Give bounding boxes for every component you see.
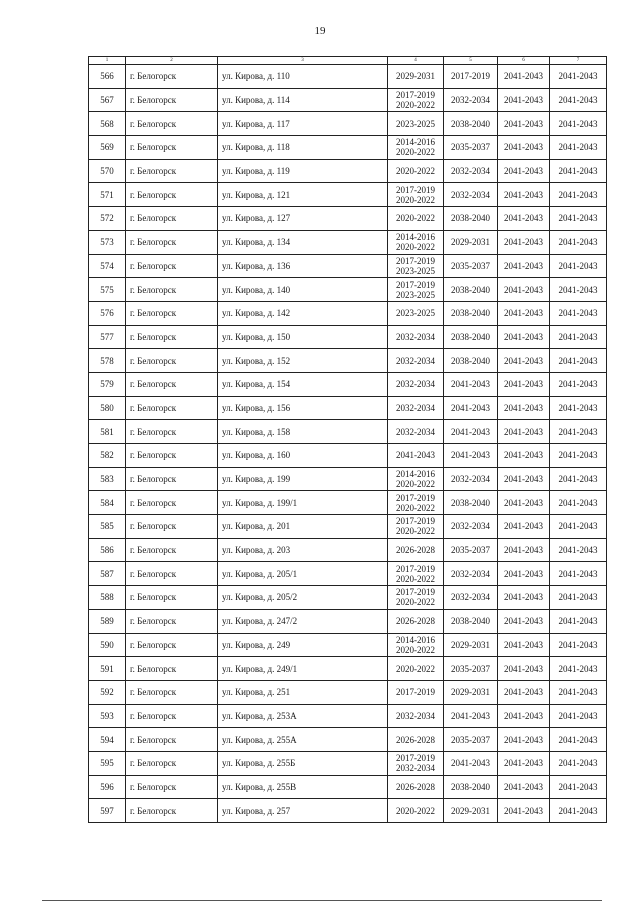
period-col5-cell: 2032-2034 (444, 586, 498, 610)
city-cell: г. Белогорск (126, 562, 218, 586)
address-cell: ул. Кирова, д. 110 (218, 65, 388, 89)
table-row (89, 230, 607, 254)
period-col4-cell (388, 586, 444, 610)
period-col6-cell: 2041-2043 (498, 88, 550, 112)
period-col6-cell: 2041-2043 (498, 278, 550, 302)
period-col4-cell: 2020-2022 (388, 657, 444, 681)
period-col6-cell: 2041-2043 (498, 562, 550, 586)
row-number-cell: 566 (89, 65, 126, 89)
period-col4-cell: 2026-2028 (388, 775, 444, 799)
period-col4-cell: 2023-2025 (388, 112, 444, 136)
city-cell: г. Белогорск (126, 775, 218, 799)
period-line: 2014-2016 (396, 137, 435, 148)
period-line: 2017-2019 (396, 563, 435, 574)
period-line: 2020-2022 (396, 526, 435, 537)
period-col5-cell: 2041-2043 (444, 396, 498, 420)
period-line: 2014-2016 (396, 469, 435, 480)
table-row (89, 633, 607, 657)
table-row (89, 207, 607, 231)
address-cell: ул. Кирова, д. 255А (218, 728, 388, 752)
period-col5-cell: 2029-2031 (444, 680, 498, 704)
row-number-cell: 593 (89, 704, 126, 728)
period-col5-cell: 2032-2034 (444, 515, 498, 539)
row-number-cell: 581 (89, 420, 126, 444)
period-col4-cell (388, 254, 444, 278)
period-col6-cell: 2041-2043 (498, 420, 550, 444)
period-col4-cell (388, 491, 444, 515)
period-col4-cell (388, 183, 444, 207)
row-number-cell: 577 (89, 325, 126, 349)
period-col5-cell: 2041-2043 (444, 420, 498, 444)
city-cell: г. Белогорск (126, 349, 218, 373)
period-col4-cell: 2020-2022 (388, 159, 444, 183)
period-col7-cell: 2041-2043 (550, 751, 607, 775)
row-number-cell: 594 (89, 728, 126, 752)
address-cell: ул. Кирова, д. 199 (218, 467, 388, 491)
table-body (89, 65, 607, 823)
city-cell: г. Белогорск (126, 183, 218, 207)
period-col5-cell: 2041-2043 (444, 751, 498, 775)
period-col4-cell: 2020-2022 (388, 799, 444, 823)
table-row (89, 325, 607, 349)
period-col7-cell: 2041-2043 (550, 775, 607, 799)
period-col4-cell: 2026-2028 (388, 728, 444, 752)
city-cell: г. Белогорск (126, 136, 218, 160)
period-line: 2014-2016 (396, 634, 435, 645)
address-cell: ул. Кирова, д. 136 (218, 254, 388, 278)
address-cell: ул. Кирова, д. 203 (218, 538, 388, 562)
address-cell: ул. Кирова, д. 152 (218, 349, 388, 373)
row-number-cell: 570 (89, 159, 126, 183)
address-cell: ул. Кирова, д. 257 (218, 799, 388, 823)
column-number: 4 (388, 57, 444, 65)
table-row (89, 609, 607, 633)
table-row (89, 467, 607, 491)
period-col5-cell: 2038-2040 (444, 278, 498, 302)
period-col6-cell: 2041-2043 (498, 349, 550, 373)
period-col5-cell: 2038-2040 (444, 325, 498, 349)
period-col5-cell: 2035-2037 (444, 136, 498, 160)
period-col7-cell: 2041-2043 (550, 372, 607, 396)
column-number: 1 (89, 57, 126, 65)
period-col7-cell: 2041-2043 (550, 728, 607, 752)
period-line: 2017-2019 (396, 279, 435, 290)
row-number-cell: 583 (89, 467, 126, 491)
period-line: 2032-2034 (396, 763, 435, 774)
row-number-cell: 580 (89, 396, 126, 420)
period-col6-cell: 2041-2043 (498, 325, 550, 349)
period-line: 2020-2022 (396, 147, 435, 158)
period-col7-cell: 2041-2043 (550, 680, 607, 704)
address-cell: ул. Кирова, д. 247/2 (218, 609, 388, 633)
period-col4-cell: 2026-2028 (388, 609, 444, 633)
period-line: 2017-2019 (396, 255, 435, 266)
city-cell: г. Белогорск (126, 112, 218, 136)
period-col7-cell: 2041-2043 (550, 657, 607, 681)
table-row (89, 65, 607, 89)
period-col4-cell: 2032-2034 (388, 372, 444, 396)
period-col7-cell: 2041-2043 (550, 207, 607, 231)
city-cell: г. Белогорск (126, 467, 218, 491)
period-col7-cell: 2041-2043 (550, 396, 607, 420)
period-col5-cell: 2017-2019 (444, 65, 498, 89)
table-row (89, 372, 607, 396)
address-cell: ул. Кирова, д. 118 (218, 136, 388, 160)
row-number-cell: 569 (89, 136, 126, 160)
period-col6-cell: 2041-2043 (498, 515, 550, 539)
period-col4-cell (388, 136, 444, 160)
period-col7-cell: 2041-2043 (550, 112, 607, 136)
city-cell: г. Белогорск (126, 491, 218, 515)
city-cell: г. Белогорск (126, 444, 218, 468)
period-line: 2017-2019 (396, 492, 435, 503)
address-cell: ул. Кирова, д. 253А (218, 704, 388, 728)
period-col6-cell: 2041-2043 (498, 136, 550, 160)
period-col4-cell: 2032-2034 (388, 349, 444, 373)
row-number-cell: 574 (89, 254, 126, 278)
table-row (89, 349, 607, 373)
address-cell: ул. Кирова, д. 249 (218, 633, 388, 657)
city-cell: г. Белогорск (126, 751, 218, 775)
city-cell: г. Белогорск (126, 515, 218, 539)
table-row (89, 254, 607, 278)
table-row (89, 444, 607, 468)
address-cell: ул. Кирова, д. 205/1 (218, 562, 388, 586)
period-col4-cell: 2032-2034 (388, 325, 444, 349)
table-row (89, 799, 607, 823)
table-row (89, 396, 607, 420)
period-col7-cell: 2041-2043 (550, 491, 607, 515)
table-row (89, 420, 607, 444)
city-cell: г. Белогорск (126, 207, 218, 231)
period-col4-cell (388, 515, 444, 539)
period-col4-cell: 2023-2025 (388, 301, 444, 325)
row-number-cell: 571 (89, 183, 126, 207)
city-cell: г. Белогорск (126, 372, 218, 396)
table-row (89, 586, 607, 610)
table-row (89, 159, 607, 183)
row-number-cell: 582 (89, 444, 126, 468)
city-cell: г. Белогорск (126, 278, 218, 302)
address-cell: ул. Кирова, д. 154 (218, 372, 388, 396)
period-col5-cell: 2041-2043 (444, 444, 498, 468)
city-cell: г. Белогорск (126, 586, 218, 610)
row-number-cell: 573 (89, 230, 126, 254)
bottom-rule (42, 900, 602, 901)
address-cell: ул. Кирова, д. 127 (218, 207, 388, 231)
table-row (89, 88, 607, 112)
period-col5-cell: 2038-2040 (444, 349, 498, 373)
period-col7-cell: 2041-2043 (550, 586, 607, 610)
period-col7-cell: 2041-2043 (550, 230, 607, 254)
period-col4-cell (388, 278, 444, 302)
table-row (89, 775, 607, 799)
period-col6-cell: 2041-2043 (498, 609, 550, 633)
period-line: 2023-2025 (396, 265, 435, 276)
period-col5-cell: 2041-2043 (444, 704, 498, 728)
period-col6-cell: 2041-2043 (498, 657, 550, 681)
row-number-cell: 578 (89, 349, 126, 373)
city-cell: г. Белогорск (126, 728, 218, 752)
column-number: 2 (126, 57, 218, 65)
row-number-cell: 572 (89, 207, 126, 231)
city-cell: г. Белогорск (126, 230, 218, 254)
address-cell: ул. Кирова, д. 199/1 (218, 491, 388, 515)
period-col7-cell: 2041-2043 (550, 633, 607, 657)
city-cell: г. Белогорск (126, 65, 218, 89)
row-number-cell: 575 (89, 278, 126, 302)
column-number: 7 (550, 57, 607, 65)
address-cell: ул. Кирова, д. 255В (218, 775, 388, 799)
city-cell: г. Белогорск (126, 88, 218, 112)
period-col7-cell: 2041-2043 (550, 301, 607, 325)
period-col5-cell: 2035-2037 (444, 657, 498, 681)
address-cell: ул. Кирова, д. 158 (218, 420, 388, 444)
period-col5-cell: 2035-2037 (444, 728, 498, 752)
housing-schedule-table (88, 56, 607, 823)
table-row (89, 183, 607, 207)
period-col6-cell: 2041-2043 (498, 467, 550, 491)
address-cell: ул. Кирова, д. 117 (218, 112, 388, 136)
row-number-cell: 586 (89, 538, 126, 562)
address-cell: ул. Кирова, д. 134 (218, 230, 388, 254)
period-col6-cell: 2041-2043 (498, 301, 550, 325)
period-line: 2020-2022 (396, 502, 435, 513)
address-cell: ул. Кирова, д. 121 (218, 183, 388, 207)
address-cell: ул. Кирова, д. 251 (218, 680, 388, 704)
period-col7-cell: 2041-2043 (550, 349, 607, 373)
period-col6-cell: 2041-2043 (498, 704, 550, 728)
period-line: 2020-2022 (396, 597, 435, 608)
period-col5-cell: 2038-2040 (444, 775, 498, 799)
row-number-cell: 588 (89, 586, 126, 610)
period-line: 2017-2019 (396, 184, 435, 195)
period-line: 2017-2019 (396, 516, 435, 527)
address-cell: ул. Кирова, д. 142 (218, 301, 388, 325)
period-col5-cell: 2029-2031 (444, 633, 498, 657)
period-col6-cell: 2041-2043 (498, 633, 550, 657)
period-col7-cell: 2041-2043 (550, 467, 607, 491)
city-cell: г. Белогорск (126, 680, 218, 704)
row-number-cell: 596 (89, 775, 126, 799)
city-cell: г. Белогорск (126, 325, 218, 349)
row-number-cell: 597 (89, 799, 126, 823)
period-col6-cell: 2041-2043 (498, 680, 550, 704)
address-cell: ул. Кирова, д. 140 (218, 278, 388, 302)
period-col4-cell (388, 562, 444, 586)
period-col6-cell: 2041-2043 (498, 586, 550, 610)
city-cell: г. Белогорск (126, 704, 218, 728)
period-col7-cell: 2041-2043 (550, 278, 607, 302)
column-number: 3 (218, 57, 388, 65)
period-col6-cell: 2041-2043 (498, 491, 550, 515)
period-col6-cell: 2041-2043 (498, 751, 550, 775)
table-row (89, 515, 607, 539)
period-line: 2020-2022 (396, 194, 435, 205)
period-col7-cell: 2041-2043 (550, 704, 607, 728)
period-line: 2017-2019 (396, 90, 435, 101)
period-line: 2017-2019 (396, 753, 435, 764)
period-col7-cell: 2041-2043 (550, 515, 607, 539)
period-col6-cell: 2041-2043 (498, 230, 550, 254)
period-line: 2020-2022 (396, 479, 435, 490)
period-col5-cell: 2035-2037 (444, 538, 498, 562)
period-col5-cell: 2032-2034 (444, 467, 498, 491)
address-cell: ул. Кирова, д. 201 (218, 515, 388, 539)
period-col5-cell: 2038-2040 (444, 491, 498, 515)
table-row (89, 538, 607, 562)
period-col7-cell: 2041-2043 (550, 136, 607, 160)
period-col4-cell: 2032-2034 (388, 704, 444, 728)
period-col7-cell: 2041-2043 (550, 254, 607, 278)
table-row (89, 657, 607, 681)
city-cell: г. Белогорск (126, 301, 218, 325)
page-number: 19 (314, 25, 326, 37)
city-cell: г. Белогорск (126, 609, 218, 633)
period-col7-cell: 2041-2043 (550, 609, 607, 633)
address-cell: ул. Кирова, д. 255Б (218, 751, 388, 775)
period-col5-cell: 2038-2040 (444, 112, 498, 136)
period-line: 2020-2022 (396, 242, 435, 253)
period-col4-cell (388, 751, 444, 775)
address-cell: ул. Кирова, д. 156 (218, 396, 388, 420)
row-number-cell: 590 (89, 633, 126, 657)
address-cell: ул. Кирова, д. 114 (218, 88, 388, 112)
table-row (89, 491, 607, 515)
period-col4-cell: 2029-2031 (388, 65, 444, 89)
period-line: 2020-2022 (396, 644, 435, 655)
column-number-row (89, 57, 607, 65)
row-number-cell: 591 (89, 657, 126, 681)
city-cell: г. Белогорск (126, 538, 218, 562)
row-number-cell: 587 (89, 562, 126, 586)
row-number-cell: 567 (89, 88, 126, 112)
period-col6-cell: 2041-2043 (498, 728, 550, 752)
period-col4-cell: 2032-2034 (388, 420, 444, 444)
period-line: 2020-2022 (396, 100, 435, 111)
address-cell: ул. Кирова, д. 249/1 (218, 657, 388, 681)
table-row (89, 680, 607, 704)
period-col7-cell: 2041-2043 (550, 65, 607, 89)
period-col5-cell: 2035-2037 (444, 254, 498, 278)
period-col4-cell: 2041-2043 (388, 444, 444, 468)
table-row (89, 562, 607, 586)
city-cell: г. Белогорск (126, 159, 218, 183)
period-col5-cell: 2038-2040 (444, 207, 498, 231)
period-col6-cell: 2041-2043 (498, 444, 550, 468)
table-row (89, 112, 607, 136)
table-row (89, 301, 607, 325)
row-number-cell: 595 (89, 751, 126, 775)
period-line: 2017-2019 (396, 587, 435, 598)
period-col7-cell: 2041-2043 (550, 444, 607, 468)
period-col6-cell: 2041-2043 (498, 799, 550, 823)
row-number-cell: 576 (89, 301, 126, 325)
period-line: 2020-2022 (396, 573, 435, 584)
period-col6-cell: 2041-2043 (498, 775, 550, 799)
row-number-cell: 584 (89, 491, 126, 515)
period-col4-cell: 2020-2022 (388, 207, 444, 231)
city-cell: г. Белогорск (126, 657, 218, 681)
column-number: 5 (444, 57, 498, 65)
period-col4-cell (388, 230, 444, 254)
period-col4-cell: 2032-2034 (388, 396, 444, 420)
period-col6-cell: 2041-2043 (498, 183, 550, 207)
table-row (89, 751, 607, 775)
row-number-cell: 579 (89, 372, 126, 396)
period-col4-cell: 2017-2019 (388, 680, 444, 704)
period-col6-cell: 2041-2043 (498, 159, 550, 183)
period-col7-cell: 2041-2043 (550, 799, 607, 823)
period-col4-cell: 2026-2028 (388, 538, 444, 562)
period-col5-cell: 2038-2040 (444, 609, 498, 633)
period-col5-cell: 2032-2034 (444, 183, 498, 207)
city-cell: г. Белогорск (126, 420, 218, 444)
period-col7-cell: 2041-2043 (550, 183, 607, 207)
row-number-cell: 585 (89, 515, 126, 539)
period-col6-cell: 2041-2043 (498, 112, 550, 136)
period-line: 2023-2025 (396, 289, 435, 300)
period-col5-cell: 2032-2034 (444, 88, 498, 112)
period-col7-cell: 2041-2043 (550, 88, 607, 112)
row-number-cell: 568 (89, 112, 126, 136)
table-row (89, 728, 607, 752)
period-col5-cell: 2041-2043 (444, 372, 498, 396)
column-number: 6 (498, 57, 550, 65)
period-line: 2014-2016 (396, 232, 435, 243)
period-col4-cell (388, 467, 444, 491)
period-col7-cell: 2041-2043 (550, 159, 607, 183)
period-col5-cell: 2029-2031 (444, 799, 498, 823)
period-col6-cell: 2041-2043 (498, 207, 550, 231)
period-col5-cell: 2032-2034 (444, 159, 498, 183)
city-cell: г. Белогорск (126, 799, 218, 823)
address-cell: ул. Кирова, д. 160 (218, 444, 388, 468)
period-col4-cell (388, 88, 444, 112)
period-col7-cell: 2041-2043 (550, 420, 607, 444)
period-col6-cell: 2041-2043 (498, 65, 550, 89)
address-cell: ул. Кирова, д. 150 (218, 325, 388, 349)
row-number-cell: 592 (89, 680, 126, 704)
period-col6-cell: 2041-2043 (498, 372, 550, 396)
period-col5-cell: 2038-2040 (444, 301, 498, 325)
period-col7-cell: 2041-2043 (550, 325, 607, 349)
period-col5-cell: 2029-2031 (444, 230, 498, 254)
period-col7-cell: 2041-2043 (550, 562, 607, 586)
period-col6-cell: 2041-2043 (498, 396, 550, 420)
row-number-cell: 589 (89, 609, 126, 633)
table-row (89, 278, 607, 302)
period-col7-cell: 2041-2043 (550, 538, 607, 562)
table-row (89, 704, 607, 728)
city-cell: г. Белогорск (126, 254, 218, 278)
city-cell: г. Белогорск (126, 633, 218, 657)
period-col6-cell: 2041-2043 (498, 538, 550, 562)
period-col4-cell (388, 633, 444, 657)
address-cell: ул. Кирова, д. 205/2 (218, 586, 388, 610)
address-cell: ул. Кирова, д. 119 (218, 159, 388, 183)
table-row (89, 136, 607, 160)
period-col5-cell: 2032-2034 (444, 562, 498, 586)
period-col6-cell: 2041-2043 (498, 254, 550, 278)
city-cell: г. Белогорск (126, 396, 218, 420)
